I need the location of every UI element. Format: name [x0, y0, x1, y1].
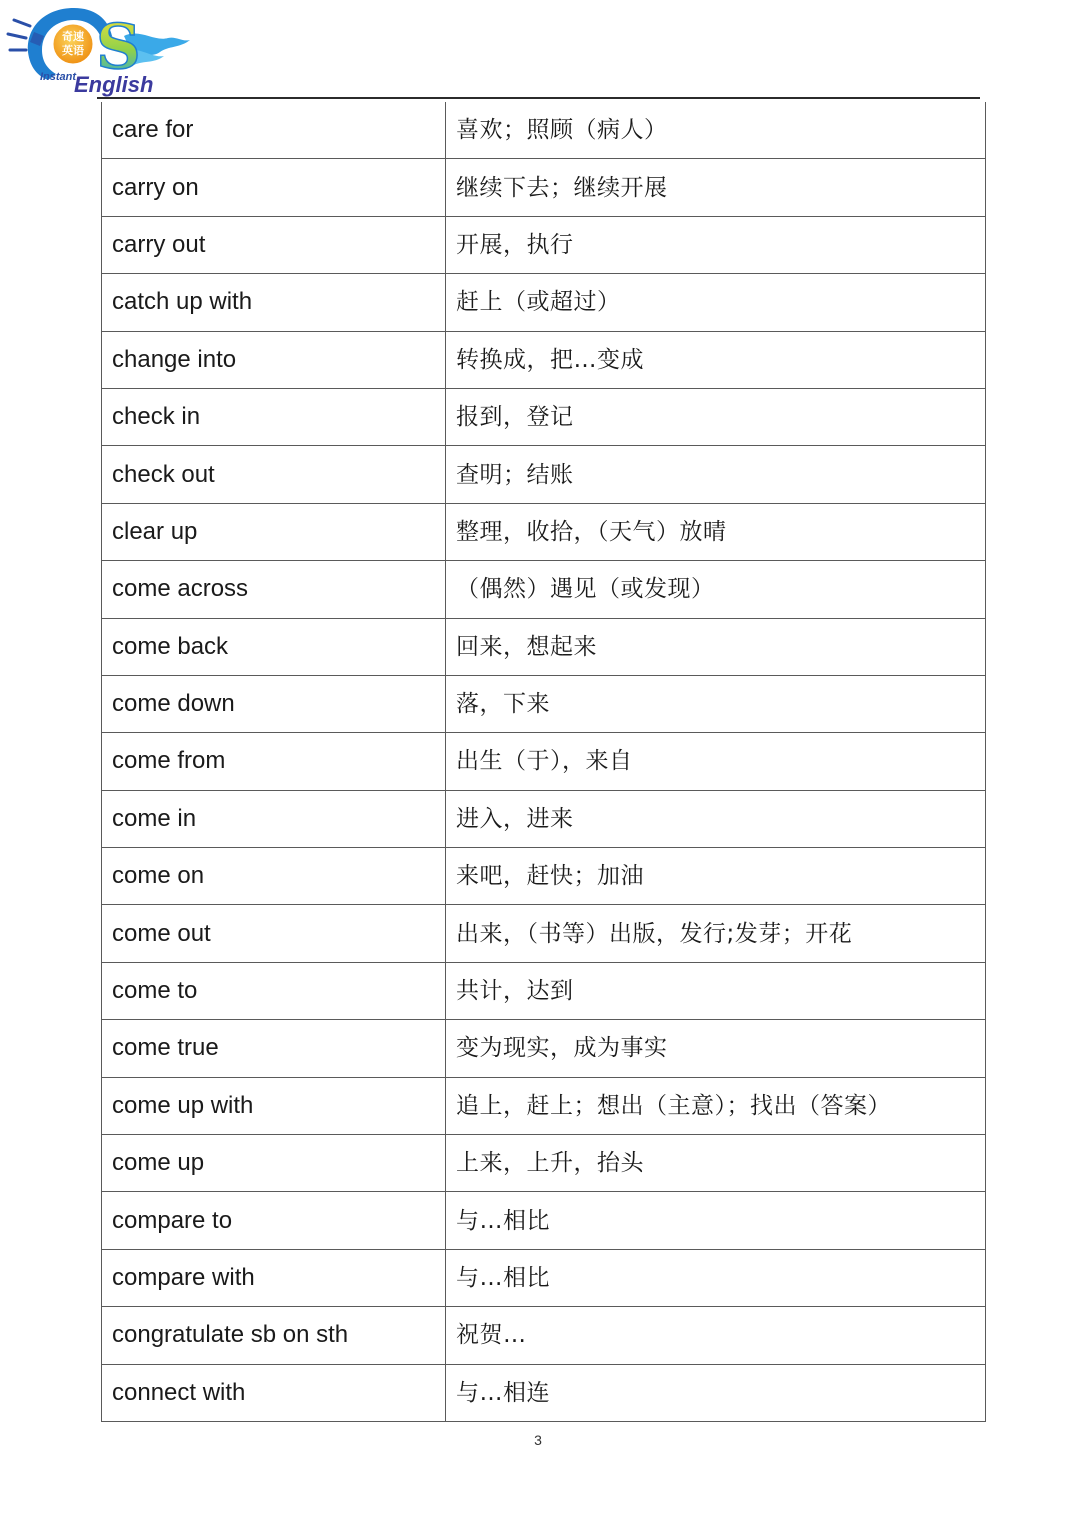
phrase-english: come up [102, 1135, 446, 1192]
brand-logo [4, 2, 194, 98]
phrase-english: check out [102, 446, 446, 503]
phrase-chinese-meaning: 变为现实，成为事实 [446, 1020, 986, 1077]
phrase-english: come back [102, 618, 446, 675]
phrase-chinese-meaning: 整理，收拾，（天气）放晴 [446, 503, 986, 560]
table-row [102, 388, 986, 445]
phrase-chinese-meaning: 进入，进来 [446, 790, 986, 847]
table-row [102, 1077, 986, 1134]
phrase-chinese-meaning: 祝贺… [446, 1307, 986, 1364]
phrase-chinese-meaning: 继续下去；继续开展 [446, 159, 986, 216]
phrase-chinese-meaning: 落，下来 [446, 675, 986, 732]
svg-text:英语: 英语 [62, 44, 84, 57]
phrase-chinese-meaning: 出生（于），来自 [446, 733, 986, 790]
phrase-english: come on [102, 848, 446, 905]
table-row [102, 962, 986, 1019]
phrase-english: come out [102, 905, 446, 962]
phrase-english: carry on [102, 159, 446, 216]
phrase-chinese-meaning: 共计，达到 [446, 962, 986, 1019]
phrase-chinese-meaning: 报到，登记 [446, 388, 986, 445]
phrase-chinese-meaning: 出来，（书等）出版，发行;发芽；开花 [446, 905, 986, 962]
table-row [102, 1192, 986, 1249]
table-row [102, 675, 986, 732]
phrase-chinese-meaning: 上来，上升，抬头 [446, 1135, 986, 1192]
phrase-chinese-meaning: 开展，执行 [446, 216, 986, 273]
phrase-chinese-meaning: 与…相比 [446, 1192, 986, 1249]
qs-logo-icon [4, 2, 194, 98]
phrase-chinese-meaning: 查明；结账 [446, 446, 986, 503]
phrase-chinese-meaning: 赶上（或超过） [446, 274, 986, 331]
table-row [102, 905, 986, 962]
table-row [102, 790, 986, 847]
table-row [102, 1020, 986, 1077]
phrase-english: come across [102, 561, 446, 618]
phrase-english: come in [102, 790, 446, 847]
phrase-chinese-meaning: 来吧，赶快；加油 [446, 848, 986, 905]
phrase-table-body [102, 102, 986, 1421]
svg-text:奇速: 奇速 [62, 30, 84, 43]
phrase-english: check in [102, 388, 446, 445]
table-row [102, 159, 986, 216]
table-row [102, 1135, 986, 1192]
table-row [102, 848, 986, 905]
table-row [102, 561, 986, 618]
phrase-english: compare to [102, 1192, 446, 1249]
phrase-english: congratulate sb on sth [102, 1307, 446, 1364]
phrase-english: care for [102, 102, 446, 159]
phrase-chinese-meaning: 与…相连 [446, 1364, 986, 1421]
table-row [102, 446, 986, 503]
phrase-english: carry out [102, 216, 446, 273]
phrase-chinese-meaning: 回来，想起来 [446, 618, 986, 675]
phrase-chinese-meaning: 转换成，把…变成 [446, 331, 986, 388]
table-row [102, 274, 986, 331]
phrase-english: catch up with [102, 274, 446, 331]
phrase-english: compare with [102, 1249, 446, 1306]
table-row [102, 733, 986, 790]
table-row [102, 503, 986, 560]
phrase-english: clear up [102, 503, 446, 560]
phrase-chinese-meaning: 追上，赶上；想出（主意）；找出（答案） [446, 1077, 986, 1134]
table-row [102, 1364, 986, 1421]
table-row [102, 1307, 986, 1364]
phrase-english: come true [102, 1020, 446, 1077]
phrase-chinese-meaning: （偶然）遇见（或发现） [446, 561, 986, 618]
phrase-english: come to [102, 962, 446, 1019]
phrase-chinese-meaning: 喜欢；照顾（病人） [446, 102, 986, 159]
header-divider [97, 97, 980, 99]
phrase-english: change into [102, 331, 446, 388]
phrase-english: come from [102, 733, 446, 790]
table-row [102, 102, 986, 159]
phrase-table [101, 102, 986, 1422]
table-row [102, 331, 986, 388]
phrase-english: connect with [102, 1364, 446, 1421]
table-row [102, 1249, 986, 1306]
page-number: 3 [534, 1432, 542, 1448]
phrase-chinese-meaning: 与…相比 [446, 1249, 986, 1306]
table-row [102, 618, 986, 675]
table-row [102, 216, 986, 273]
phrase-english: come up with [102, 1077, 446, 1134]
svg-text:Instant: Instant [40, 71, 77, 83]
svg-text:S: S [96, 10, 141, 83]
svg-text:English: English [74, 72, 154, 97]
phrase-english: come down [102, 675, 446, 732]
